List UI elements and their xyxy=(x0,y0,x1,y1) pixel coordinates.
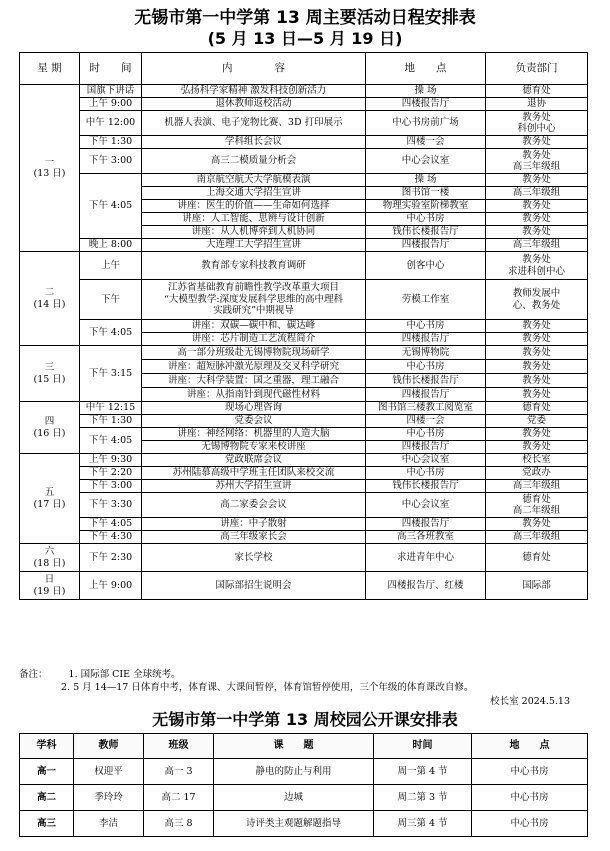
table-row xyxy=(20,493,588,518)
content-cell: 机器人表演、电子宠物比赛、3D 打印展示 xyxy=(142,111,366,136)
content-cell: 苏州大学招生宣讲 xyxy=(142,480,366,493)
content-cell: 党政联席会议 xyxy=(142,454,366,467)
table-row xyxy=(20,518,588,531)
day-cell-mon: 一 (13 日) xyxy=(20,85,80,252)
oc-class: 高二 17 xyxy=(144,785,214,811)
place-cell: 中心会议室 xyxy=(366,454,486,467)
dept-cell: 德育处 高二年级组 xyxy=(486,493,588,518)
table-row xyxy=(20,149,588,174)
content-cell: 讲座：从人机博弈到人机协同 xyxy=(142,226,366,239)
content-cell: 学科组长会议 xyxy=(142,136,366,149)
place-cell: 钱伟长楼报告厅 xyxy=(366,480,486,493)
dept-cell: 教务处 xyxy=(486,374,588,388)
content-cell: 大连理工大学招生宣讲 xyxy=(142,239,366,252)
content-cell: 讲座：中子散射 xyxy=(142,518,366,531)
oc-header-topic: 课 题 xyxy=(214,734,374,759)
oc-class: 高三 8 xyxy=(144,811,214,837)
content-cell: 讲座：超短脉冲激光原理及交叉科学研究 xyxy=(142,360,366,374)
dept-cell: 教务处 xyxy=(486,518,588,531)
oc-topic: 静电的防止与利用 xyxy=(214,759,374,785)
schedule-header-row xyxy=(20,53,588,85)
header-day: 星 期 xyxy=(20,53,80,85)
place-cell: 中心书房 xyxy=(366,320,486,333)
content-cell: 高一部分班级赴无锡博物院现场研学 xyxy=(142,346,366,360)
table-row xyxy=(20,811,588,837)
oc-teacher: 权迎平 xyxy=(74,759,144,785)
table-row xyxy=(20,346,588,360)
place-cell: 四楼报告厅、红楼 xyxy=(366,572,486,600)
dept-cell: 高三年级组 xyxy=(486,239,588,252)
openclass-title: 无锡市第一中学第 13 周校园公开课安排表 xyxy=(152,710,458,729)
place-cell: 中心书房 xyxy=(366,360,486,374)
time-cell: 下午 3:15 xyxy=(80,346,142,402)
time-cell: 上午 xyxy=(80,252,142,280)
table-row xyxy=(20,454,588,467)
dept-cell: 国际部 xyxy=(486,572,588,600)
page-title: 无锡市第一中学第 13 周主要活动日程安排表 xyxy=(134,8,476,28)
table-row xyxy=(20,480,588,493)
time-cell: 下午 3:30 xyxy=(80,493,142,518)
oc-header-teacher: 教师 xyxy=(74,734,144,759)
day-cell-sat: 六 (18 日) xyxy=(20,544,80,572)
dept-cell: 教务处 xyxy=(486,200,588,213)
dept-cell: 德育处 xyxy=(486,402,588,415)
oc-time: 周一第 4 节 xyxy=(374,759,472,785)
place-cell: 高三各班教室 xyxy=(366,531,486,544)
dept-cell: 党委 xyxy=(486,415,588,428)
dept-cell: 教务处 xyxy=(486,346,588,360)
time-cell: 中午 12:15 xyxy=(80,402,142,415)
content-cell: 讲座：神经网络：机器里的人造大脑 xyxy=(142,428,366,441)
dept-cell: 教务处 xyxy=(486,213,588,226)
place-cell: 中心书房 xyxy=(366,428,486,441)
dept-cell: 高三年级组 xyxy=(486,480,588,493)
time-cell: 下午 4:30 xyxy=(80,531,142,544)
oc-subject: 高三 xyxy=(20,811,74,837)
day-cell-fri: 五 (17 日) xyxy=(20,454,80,544)
openclass-table xyxy=(19,733,588,837)
content-cell: 家长学校 xyxy=(142,544,366,572)
place-cell: 物理实验室阶梯教室 xyxy=(366,200,486,213)
content-cell: 无锡博物院专家来校讲座 xyxy=(142,441,366,454)
table-row xyxy=(20,531,588,544)
dept-cell: 退协 xyxy=(486,98,588,111)
time-cell: 国旗下讲话 xyxy=(80,85,142,98)
page-subtitle: (5 月 13 日—5 月 19 日) xyxy=(207,29,403,48)
content-cell: 讲座：大科学装置：国之重器，理工融合 xyxy=(142,374,366,388)
dept-cell: 德育处 xyxy=(486,544,588,572)
table-row xyxy=(20,320,588,333)
content-cell: 高二家委会会议 xyxy=(142,493,366,518)
content-cell: 讲座：双碳—碳中和、碳达峰 xyxy=(142,320,366,333)
table-row xyxy=(20,136,588,149)
notes xyxy=(19,668,587,694)
table-row xyxy=(20,239,588,252)
note-line-1 xyxy=(19,668,587,681)
place-cell: 图书馆三楼教工阅览室 xyxy=(366,402,486,415)
dept-cell: 教务处 科创中心 xyxy=(486,111,588,136)
table-row xyxy=(20,402,588,415)
note-2: 2. 5 月 14—17 日体育中考，体育课、大课间暂停，体育馆暂停使用，三个年级的体育课改自修。 xyxy=(61,682,474,693)
time-cell: 上午 9:30 xyxy=(80,454,142,467)
content-cell: 讲座：人工智能、思辨与设计创新 xyxy=(142,213,366,226)
place-cell: 中心书房 xyxy=(366,467,486,480)
place-cell: 中心书房前广场 xyxy=(366,111,486,136)
oc-time: 周二第 3 节 xyxy=(374,785,472,811)
dept-cell: 教务处 高三年级组 xyxy=(486,149,588,174)
schedule-table xyxy=(19,52,588,600)
oc-place: 中心书房 xyxy=(472,759,588,785)
time-cell: 下午 3:00 xyxy=(80,149,142,174)
place-cell: 四楼报告厅 xyxy=(366,333,486,346)
place-cell: 四楼报告厅 xyxy=(366,98,486,111)
dept-cell: 党政办 xyxy=(486,467,588,480)
dept-cell: 校长室 xyxy=(486,454,588,467)
time-cell: 下午 4:05 xyxy=(80,518,142,531)
content-cell: 国际部招生说明会 xyxy=(142,572,366,600)
table-row xyxy=(20,252,588,280)
openclass-header-row xyxy=(20,734,588,759)
header-content: 内 容 xyxy=(142,53,366,85)
time-cell: 中午 12:00 xyxy=(80,111,142,136)
day-cell-wed: 三 (15 日) xyxy=(20,346,80,402)
content-cell: 现场心理咨询 xyxy=(142,402,366,415)
table-row xyxy=(20,467,588,480)
content-cell: 党委会议 xyxy=(142,415,366,428)
oc-time: 周三第 4 节 xyxy=(374,811,472,837)
time-cell: 下午 1:30 xyxy=(80,415,142,428)
dept-cell: 教务处 xyxy=(486,388,588,402)
content-cell: 讲座：从指南针到现代磁性材料 xyxy=(142,388,366,402)
content-cell: 讲座：医生的价值——生命如何选择 xyxy=(142,200,366,213)
time-cell: 下午 xyxy=(80,280,142,320)
content-cell: 上海交通大学招生宣讲 xyxy=(142,187,366,200)
place-cell: 中心会议室 xyxy=(366,149,486,174)
time-cell: 上午 9:00 xyxy=(80,98,142,111)
place-cell: 劳模工作室 xyxy=(366,280,486,320)
time-cell: 下午 2:30 xyxy=(80,544,142,572)
day-cell-sun: 日 (19 日) xyxy=(20,572,80,600)
content-cell: 高三年级家长会 xyxy=(142,531,366,544)
signature-date: 校长室 2024.5.13 xyxy=(490,696,570,707)
table-row xyxy=(20,174,588,187)
oc-header-place: 地 点 xyxy=(472,734,588,759)
place-cell: 四楼一会 xyxy=(366,415,486,428)
place-cell: 四楼报告厅 xyxy=(366,518,486,531)
dept-cell: 教务处 xyxy=(486,320,588,333)
dept-cell: 教务处 xyxy=(486,360,588,374)
oc-header-subject: 学科 xyxy=(20,734,74,759)
content-cell: 高三二模质量分析会 xyxy=(142,149,366,174)
oc-class: 高一 3 xyxy=(144,759,214,785)
header-place: 地 点 xyxy=(366,53,486,85)
oc-subject: 高一 xyxy=(20,759,74,785)
table-row xyxy=(20,428,588,441)
dept-cell: 教务处 xyxy=(486,226,588,239)
table-row xyxy=(20,759,588,785)
oc-subject: 高二 xyxy=(20,785,74,811)
table-row xyxy=(20,98,588,111)
dept-cell: 教师发展中 心、教务处 xyxy=(486,280,588,320)
place-cell: 中心书房 xyxy=(366,213,486,226)
table-row xyxy=(20,544,588,572)
oc-place: 中心书房 xyxy=(472,785,588,811)
time-cell: 下午 2:20 xyxy=(80,467,142,480)
dept-cell: 教务处 xyxy=(486,136,588,149)
table-row xyxy=(20,572,588,600)
oc-teacher: 季玲玲 xyxy=(74,785,144,811)
place-cell: 创客中心 xyxy=(366,252,486,280)
table-row xyxy=(20,85,588,98)
oc-header-class: 班级 xyxy=(144,734,214,759)
place-cell: 求进青年中心 xyxy=(366,544,486,572)
time-cell: 下午 4:05 xyxy=(80,320,142,346)
dept-cell: 高三年级组 xyxy=(486,187,588,200)
table-row xyxy=(20,280,588,320)
place-cell: 四楼报告厅 xyxy=(366,388,486,402)
dept-cell: 教务处 xyxy=(486,333,588,346)
oc-header-time: 时间 xyxy=(374,734,472,759)
header-time: 时 间 xyxy=(80,53,142,85)
time-cell: 下午 3:00 xyxy=(80,480,142,493)
content-cell: 教育部专家科技教育调研 xyxy=(142,252,366,280)
content-cell: 江苏省基础教育前瞻性教学改革重大项目 “大模型教学:深度发展科学思维的高中理科 实践研究”中期视导 xyxy=(142,280,366,320)
place-cell: 钱伟长楼报告厅 xyxy=(366,374,486,388)
place-cell: 操 场 xyxy=(366,85,486,98)
dept-cell: 教务处 xyxy=(486,441,588,454)
time-cell: 下午 1:30 xyxy=(80,136,142,149)
time-cell: 下午 4:05 xyxy=(80,428,142,454)
dept-cell: 高三年级组 xyxy=(486,531,588,544)
note-1: 1. 国际部 CIE 全球统考。 xyxy=(68,669,181,680)
time-cell: 下午 4:05 xyxy=(80,174,142,239)
dept-cell: 德育处 xyxy=(486,85,588,98)
day-cell-tue: 二 (14 日) xyxy=(20,252,80,346)
oc-teacher: 李洁 xyxy=(74,811,144,837)
notes-label: 备注： xyxy=(19,669,48,680)
header-dept: 负责部门 xyxy=(486,53,588,85)
day-cell-thu: 四 (16 日) xyxy=(20,402,80,454)
time-cell: 上午 9:00 xyxy=(80,572,142,600)
table-row xyxy=(20,111,588,136)
oc-topic: 诗评类主观题解题指导 xyxy=(214,811,374,837)
oc-place: 中心书房 xyxy=(472,811,588,837)
content-cell: 苏州陆慕高级中学班主任团队来校交流 xyxy=(142,467,366,480)
oc-topic: 边城 xyxy=(214,785,374,811)
table-row xyxy=(20,785,588,811)
content-cell: 讲座：芯片制造工艺流程简介 xyxy=(142,333,366,346)
dept-cell: 教务处 xyxy=(486,174,588,187)
place-cell: 钱伟长楼报告厅 xyxy=(366,226,486,239)
place-cell: 中心会议室 xyxy=(366,493,486,518)
table-row xyxy=(20,415,588,428)
place-cell: 四楼一会 xyxy=(366,136,486,149)
place-cell: 四楼报告厅 xyxy=(366,239,486,252)
content-cell: 退休教师返校活动 xyxy=(142,98,366,111)
place-cell: 无锡博物院 xyxy=(366,346,486,360)
place-cell: 操 场 xyxy=(366,174,486,187)
time-cell: 晚上 8:00 xyxy=(80,239,142,252)
dept-cell: 教务处 xyxy=(486,428,588,441)
content-cell: 弘扬科学家精神 激发科技创新活力 xyxy=(142,85,366,98)
place-cell: 图书馆一楼 xyxy=(366,187,486,200)
content-cell: 南京航空航天大学航模表演 xyxy=(142,174,366,187)
place-cell: 四楼报告厅 xyxy=(366,441,486,454)
dept-cell: 教务处 求进科创中心 xyxy=(486,252,588,280)
